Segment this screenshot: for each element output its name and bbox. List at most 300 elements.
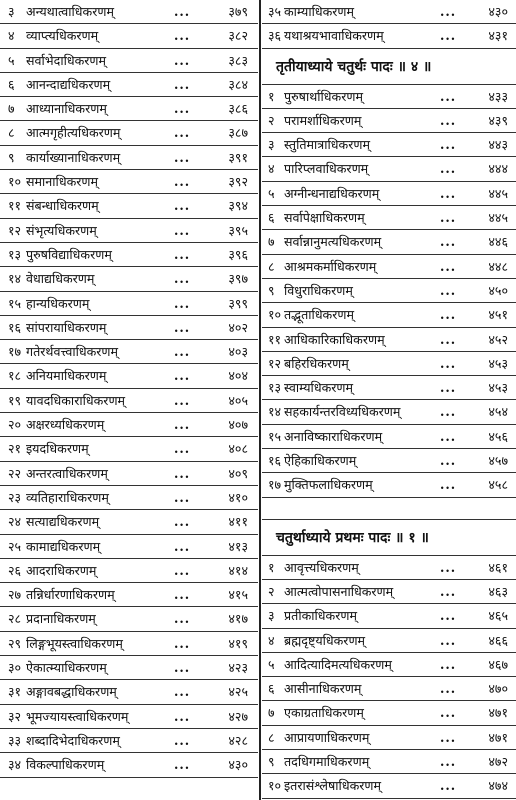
entry-number: ७ [8,101,15,117]
entry-number: २५ [8,538,22,554]
entry-number: १६ [268,453,282,469]
contents-entry [0,535,258,559]
entry-page-number: ४०४ [228,368,248,384]
contents-entry [0,170,258,194]
contents-entry [262,425,516,449]
leader-dots: ... [174,538,191,554]
contents-entry [262,653,516,677]
entry-title: सहकार्यन्तरविध्यधिकरणम् [284,404,401,420]
contents-entry [0,194,258,218]
contents-entry [262,774,516,798]
entry-title: तदधिगमाधिकरणम् [284,754,370,770]
leader-dots: ... [440,428,457,444]
contents-entry [0,559,258,583]
entry-number: ३६ [268,28,282,44]
section-spacer [262,498,516,520]
contents-entry [0,243,258,267]
leader-dots: ... [440,185,457,201]
entry-title: अनियमाधिकरणम् [26,368,107,384]
entry-page-number: ३९५ [228,222,248,238]
entry-title: यथाश्रयभावाधिकरणम् [284,28,384,44]
section-heading: तृतीयाध्याये चतुर्थः पादः ॥ ४ ॥ [262,49,516,85]
entry-page-number: ४३३ [488,88,508,104]
leader-dots: ... [440,656,457,672]
entry-title: संबन्धाधिकरणम् [26,198,99,214]
entry-number: १० [268,778,282,794]
contents-entry [262,726,516,750]
entry-page-number: ४४४ [488,161,508,177]
leader-dots: ... [440,307,457,323]
entry-page-number: ४५३ [488,380,508,396]
entry-title: इयदधिकरणम् [26,441,89,457]
contents-entry [0,24,258,48]
entry-number: ११ [8,198,22,214]
contents-entry [0,219,258,243]
contents-entry [262,230,516,254]
entry-page-number: ४०३ [228,344,248,360]
entry-page-number: ४६५ [488,608,508,624]
contents-entry [0,97,258,121]
entry-page-number: ४७२ [488,754,508,770]
entry-title: विकल्पाधिकरणम् [26,757,105,773]
entry-title: सत्याद्यधिकरणम् [26,514,100,530]
entry-number: ६ [8,76,15,92]
contents-entry [262,109,516,133]
entry-number: ६ [268,681,275,697]
contents-entry [0,656,258,680]
entry-number: २४ [8,514,22,530]
entry-title: मुक्तिफलाधिकरणम् [284,477,373,493]
entry-title: ब्रह्मदृष्ट्यधिकरणम् [284,632,366,648]
entry-page-number: ४७१ [488,705,508,721]
leader-dots: ... [440,161,457,177]
entry-page-number: ३९४ [228,198,248,214]
entry-number: २२ [8,465,22,481]
contents-entry [0,292,258,316]
entry-page-number: ३९२ [228,174,248,190]
entry-title: अनाविष्काराधिकरणम् [284,428,383,444]
leader-dots: ... [174,514,191,530]
entry-page-number: ४५७ [488,453,508,469]
entry-page-number: ४१३ [228,538,248,554]
entry-page-number: ४७० [488,681,508,697]
entry-number: ८ [268,258,275,274]
entry-number: २३ [8,489,22,505]
entry-title: काम्याधिकरणम् [284,4,355,19]
entry-page-number: ४४६ [488,234,508,250]
entry-number: ११ [268,331,282,347]
entry-number: २६ [8,562,22,578]
entry-number: ५ [268,656,275,672]
entry-page-number: ४१४ [228,562,248,578]
entry-number: १७ [8,344,22,360]
leader-dots: ... [440,112,457,128]
entry-title: पुरुषार्थाधिकरणम् [284,88,364,104]
contents-entry [262,0,516,24]
entry-page-number: ४०७ [228,417,248,433]
entry-page-number: ४६७ [488,656,508,672]
column-divider [259,0,261,800]
entry-title: व्याप्त्यधिकरणम् [26,28,99,44]
contents-entry [262,24,516,48]
entry-title: तन्निर्धारणाधिकरणम् [26,587,115,603]
entry-number: १० [268,307,282,323]
entry-number: १९ [8,392,22,408]
entry-number: ३१ [8,684,22,700]
entry-number: १५ [268,428,282,444]
contents-entry [262,473,516,497]
entry-page-number: ४२३ [228,660,248,676]
entry-title: यावदधिकाराधिकरणम् [26,392,126,408]
contents-entry [0,389,258,413]
entry-title: संभृत्यधिकरणम् [26,222,97,238]
contents-entry [262,556,516,580]
contents-entry [0,632,258,656]
entry-page-number: ४५३ [488,355,508,371]
leader-dots: ... [440,282,457,298]
entry-number: ८ [8,125,15,141]
leader-dots: ... [440,258,457,274]
entry-page-number: ४५८ [488,477,508,493]
contents-entry [0,437,258,461]
entry-title: आनन्दाद्यधिकरणम् [26,76,111,92]
entry-title: स्वाम्यधिकरणम् [284,380,354,396]
entry-title: पुरुषविद्याधिकरणम् [26,246,112,262]
leader-dots: ... [174,392,191,408]
entry-page-number: ३८६ [228,101,248,117]
contents-entry [262,449,516,473]
leader-dots: ... [174,174,191,190]
leader-dots: ... [174,587,191,603]
leader-dots: ... [174,271,191,287]
entry-page-number: ४७१ [488,729,508,745]
entry-title: ऐकात्म्याधिकरणम् [26,660,107,676]
entry-number: २८ [8,611,22,627]
entry-page-number: ४३० [488,4,508,19]
entry-title: आप्रायणाधिकरणम् [284,729,370,745]
entry-title: प्रतीकाधिकरणम् [284,608,358,624]
leader-dots: ... [174,28,191,44]
entry-page-number: ४३९ [488,112,508,128]
entry-page-number: ४५० [488,282,508,298]
entry-page-number: ३८२ [228,28,248,44]
contents-entry [262,629,516,653]
entry-page-number: ४६३ [488,583,508,599]
leader-dots: ... [174,708,191,724]
entry-number: १२ [8,222,22,238]
entry-title: एकाग्रताधिकरणम् [284,705,364,721]
leader-dots: ... [174,660,191,676]
leader-dots: ... [174,76,191,92]
entry-page-number: ३९६ [228,246,248,262]
entry-number: ४ [8,28,15,44]
contents-entry [262,750,516,774]
leader-dots: ... [174,732,191,748]
leader-dots: ... [440,681,457,697]
entry-page-number: ४६१ [488,559,508,575]
entry-number: २० [8,417,22,433]
entry-title: आत्मगृहीत्यधिकरणम् [26,125,121,141]
entry-page-number: ४३० [228,757,248,773]
entry-page-number: ४३१ [488,28,508,44]
entry-title: बहिरधिकरणम् [284,355,349,371]
right-column [262,0,516,800]
entry-page-number: ४०५ [228,392,248,408]
leader-dots: ... [440,355,457,371]
entry-number: १ [268,88,275,104]
entry-title: कामाद्यधिकरणम् [26,538,101,554]
contents-entry [0,121,258,145]
contents-entry [262,400,516,424]
contents-entry [0,510,258,534]
leader-dots: ... [440,705,457,721]
entry-title: सर्वाभेदाधिकरणम् [26,52,107,68]
entry-page-number: ४११ [228,514,248,530]
entry-page-number: ३८७ [228,125,248,141]
entry-page-number: ४०८ [228,441,248,457]
leader-dots: ... [440,234,457,250]
entry-page-number: ४७४ [488,778,508,794]
entry-number: ९ [268,282,275,298]
leader-dots: ... [174,52,191,68]
entry-number: ३ [8,4,15,19]
entry-page-number: ४२८ [228,732,248,748]
entry-page-number: ४५२ [488,331,508,347]
entry-title: आसीनाधिकरणम् [284,681,362,697]
entry-title: सांपरायाधिकरणम् [26,319,107,335]
contents-entry [262,255,516,279]
contents-entry [0,364,258,388]
contents-entry [0,729,258,753]
entry-number: ४ [268,161,275,177]
entry-page-number: ४४८ [488,258,508,274]
contents-entry [0,583,258,607]
entry-number: १७ [268,477,282,493]
entry-title: सर्वान्नानुमत्यधिकरणम् [284,234,382,250]
leader-dots: ... [174,246,191,262]
contents-entry [0,316,258,340]
leader-dots: ... [440,453,457,469]
contents-entry [262,604,516,628]
contents-entry [262,157,516,181]
contents-entry [262,701,516,725]
leader-dots: ... [174,344,191,360]
entry-page-number: ४५६ [488,428,508,444]
entry-title: भूमज्यायस्त्वाधिकरणम् [26,708,129,724]
entry-page-number: ४५४ [488,404,508,420]
entry-number: २७ [8,587,22,603]
entry-title: परामर्शाधिकरणम् [284,112,362,128]
entry-page-number: ३८४ [228,76,248,92]
leader-dots: ... [440,583,457,599]
entry-title: वेधाद्यधिकरणम् [26,271,95,287]
entry-number: १८ [8,368,22,384]
leader-dots: ... [440,559,457,575]
entry-number: ३ [268,137,275,153]
entry-number: ३५ [268,4,282,19]
contents-entry [0,753,258,777]
leader-dots: ... [174,295,191,311]
contents-entry [262,677,516,701]
entry-number: १४ [8,271,22,287]
section-heading: चतुर्थाध्याये प्रथमः पादः ॥ १ ॥ [262,520,516,556]
leader-dots: ... [174,417,191,433]
leader-dots: ... [440,608,457,624]
entry-title: तद्भूताधिकरणम् [284,307,355,323]
entry-page-number: ४२७ [228,708,248,724]
contents-entry [0,486,258,510]
entry-number: ३४ [8,757,22,773]
entry-number: ३ [268,608,275,624]
contents-entry [262,352,516,376]
leader-dots: ... [174,222,191,238]
entry-title: आधिकारिकाधिकरणम् [284,331,385,347]
entry-title: आवृत्त्यधिकरणम् [284,559,359,575]
entry-number: ९ [268,754,275,770]
entry-number: ७ [268,705,275,721]
entry-page-number: ४५१ [488,307,508,323]
entry-title: विधुराधिकरणम् [284,282,353,298]
contents-entry [262,206,516,230]
entry-number: ३० [8,660,22,676]
leader-dots: ... [440,210,457,226]
entry-number: ९ [8,149,15,165]
contents-entry [262,279,516,303]
entry-title: ऐहिकाधिकरणम् [284,453,357,469]
entry-title: समानाधिकरणम् [26,174,99,190]
contents-entry [0,0,258,24]
leader-dots: ... [174,562,191,578]
leader-dots: ... [440,404,457,420]
entry-page-number: ४०९ [228,465,248,481]
entry-page-number: ४१५ [228,587,248,603]
leader-dots: ... [174,368,191,384]
leader-dots: ... [174,684,191,700]
entry-number: ६ [268,210,275,226]
entry-title: स्तुतिमात्राधिकरणम् [284,137,370,153]
entry-number: १३ [268,380,282,396]
leader-dots: ... [174,441,191,457]
entry-page-number: ३९९ [228,295,248,311]
entry-page-number: ४१७ [228,611,248,627]
contents-entry [0,680,258,704]
entry-number: १ [268,559,275,575]
leader-dots: ... [174,198,191,214]
entry-title: प्रदानाधिकरणम् [26,611,96,627]
contents-entry [0,462,258,486]
leader-dots: ... [174,101,191,117]
leader-dots: ... [174,757,191,773]
entry-number: १३ [8,246,22,262]
entry-number: १६ [8,319,22,335]
leader-dots: ... [174,489,191,505]
entry-title: अङ्गावबद्धाधिकरणम् [26,684,117,700]
entry-title: कार्याख्यानाधिकरणम् [26,149,121,165]
leader-dots: ... [440,729,457,745]
entry-title: अक्षरध्यधिकरणम् [26,417,105,433]
leader-dots: ... [174,465,191,481]
leader-dots: ... [440,778,457,794]
entry-page-number: ३९७ [228,271,248,287]
entry-number: ३२ [8,708,22,724]
contents-entry [0,49,258,73]
contents-entry [0,146,258,170]
entry-page-number: ४४५ [488,185,508,201]
entry-title: आध्यानाधिकरणम् [26,101,107,117]
entry-page-number: ४४३ [488,137,508,153]
entry-title: आदराधिकरणम् [26,562,97,578]
entry-title: पारिप्लवाधिकरणम् [284,161,369,177]
leader-dots: ... [440,28,457,44]
contents-entry [0,413,258,437]
entry-title: गतेरर्थवत्त्वाधिकरणम् [26,344,119,360]
entry-number: २१ [8,441,22,457]
entry-page-number: ४६६ [488,632,508,648]
contents-entry [0,73,258,97]
leader-dots: ... [174,125,191,141]
entry-page-number: ३९१ [228,149,248,165]
entry-number: २ [268,112,275,128]
entry-title: अन्यथात्वाधिकरणम् [26,4,115,19]
entry-number: ५ [268,185,275,201]
entry-number: १५ [8,295,22,311]
entry-number: ५ [8,52,15,68]
contents-entry [262,303,516,327]
leader-dots: ... [440,632,457,648]
leader-dots: ... [440,754,457,770]
entry-title: सर्वापेक्षाधिकरणम् [284,210,365,226]
entry-page-number: ४२५ [228,684,248,700]
contents-entry [0,267,258,291]
entry-title: आश्रमकर्माधिकरणम् [284,258,377,274]
entry-number: १४ [268,404,282,420]
entry-page-number: ४०२ [228,319,248,335]
contents-entry [0,340,258,364]
entry-number: ८ [268,729,275,745]
entry-page-number: ३८३ [228,52,248,68]
leader-dots: ... [440,88,457,104]
contents-entry [0,607,258,631]
contents-entry [262,328,516,352]
entry-number: १० [8,174,22,190]
leader-dots: ... [440,380,457,396]
entry-title: इतरासंश्लेषाधिकरणम् [284,778,382,794]
entry-page-number: ४४५ [488,210,508,226]
leader-dots: ... [174,149,191,165]
entry-title: आत्मत्वोपासनाधिकरणम् [284,583,394,599]
leader-dots: ... [440,477,457,493]
entry-page-number: ४१९ [228,635,248,651]
leader-dots: ... [174,319,191,335]
leader-dots: ... [440,331,457,347]
entry-title: व्यतिहाराधिकरणम् [26,489,109,505]
entry-page-number: ४१० [228,489,248,505]
entry-title: लिङ्गभूयस्त्वाधिकरणम् [26,635,123,651]
entry-number: २९ [8,635,22,651]
leader-dots: ... [440,137,457,153]
contents-entry [262,376,516,400]
entry-number: १२ [268,355,282,371]
contents-entry [262,133,516,157]
leader-dots: ... [174,4,191,19]
contents-entry [0,705,258,729]
entry-page-number: ३७९ [228,4,248,19]
contents-entry [262,85,516,109]
entry-title: हान्यधिकरणम् [26,295,90,311]
leader-dots: ... [174,635,191,651]
entry-number: ३३ [8,732,22,748]
entry-title: शब्दादिभेदाधिकरणम् [26,732,120,748]
